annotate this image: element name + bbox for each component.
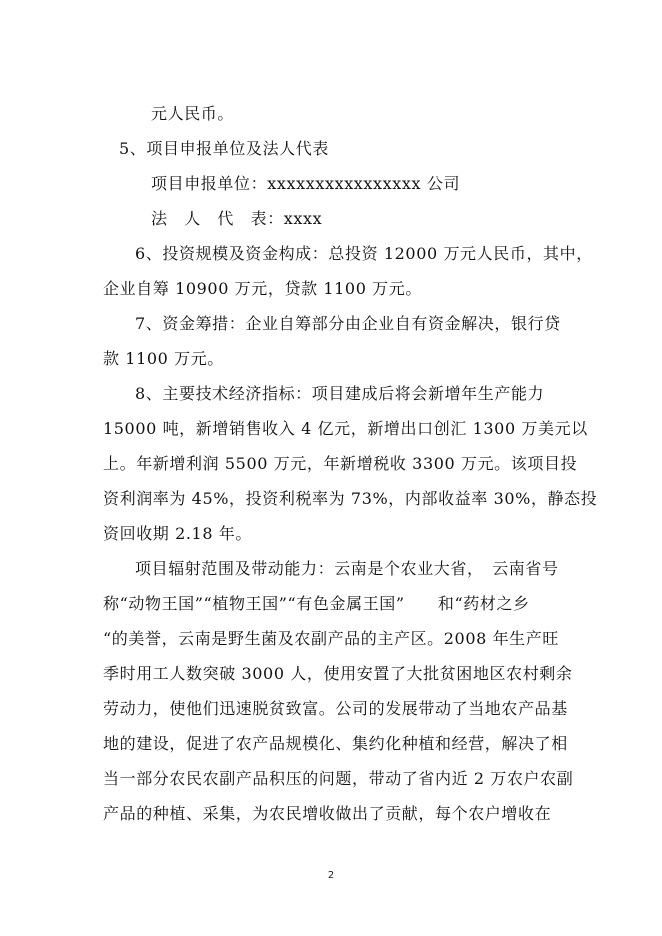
paragraph-9-line-5: 劳动力，使他们迅速脱贫致富。公司的发展带动了当地农产品基 <box>103 699 568 718</box>
applicant-unit-line: 项目申报单位：xxxxxxxxxxxxxxxx 公司 <box>151 174 461 193</box>
paragraph-9-line-7: 当一部分农民农副产品积压的问题，带动了省内近 2 万农户农副 <box>103 769 574 788</box>
paragraph-7-line-1: 7、资金筹措：企业自筹部分由企业自有资金解决，银行贷 <box>135 314 561 333</box>
section-heading-5: 5、项目申报单位及法人代表 <box>119 139 329 158</box>
paragraph-8-line-4: 资利润率为 45%，投资利税率为 73%，内部收益率 30%，静态投 <box>103 489 598 508</box>
paragraph-6-line-1: 6、投资规模及资金构成：总投资 12000 万元人民币，其中， <box>135 244 593 263</box>
paragraph-7-line-2: 款 1100 万元。 <box>103 349 224 368</box>
paragraph-6-line-2: 企业自筹 10900 万元，贷款 1100 万元。 <box>103 279 422 298</box>
paragraph-8-line-2: 15000 吨，新增销售收入 4 亿元，新增出口创汇 1300 万美元以 <box>103 419 588 438</box>
paragraph-9-line-4: 季时用工人数突破 3000 人，使用安置了大批贫困地区农村剩余 <box>103 664 573 683</box>
paragraph-9-line-2: 称“动物王国”“植物王国”“有色金属王国” 和“药材之乡 <box>103 594 530 613</box>
paragraph-9-line-1: 项目辐射范围及带动能力：云南是个农业大省， 云南省号 <box>135 559 559 578</box>
paragraph-9-line-6: 地的建设，促进了农产品规模化、集约化种植和经营，解决了相 <box>103 734 568 753</box>
legal-representative-line: 法 人 代 表：xxxx <box>151 209 323 228</box>
paragraph-8-line-3: 上。年新增利润 5500 万元，年新增税收 3300 万元。该项目投 <box>103 454 578 473</box>
paragraph-9-line-8: 产品的种植、采集，为农民增收做出了贡献，每个农户增收在 <box>103 804 552 823</box>
paragraph-8-line-5: 资回收期 2.18 年。 <box>103 524 252 543</box>
text-line-1: 元人民币。 <box>151 104 235 123</box>
paragraph-9-line-3: “的美誉，云南是野生菌及农副产品的主产区。2008 年生产旺 <box>103 629 559 648</box>
page-number: 2 <box>327 870 335 881</box>
paragraph-8-line-1: 8、主要技术经济指标：项目建成后将会新增年生产能力 <box>135 384 545 403</box>
